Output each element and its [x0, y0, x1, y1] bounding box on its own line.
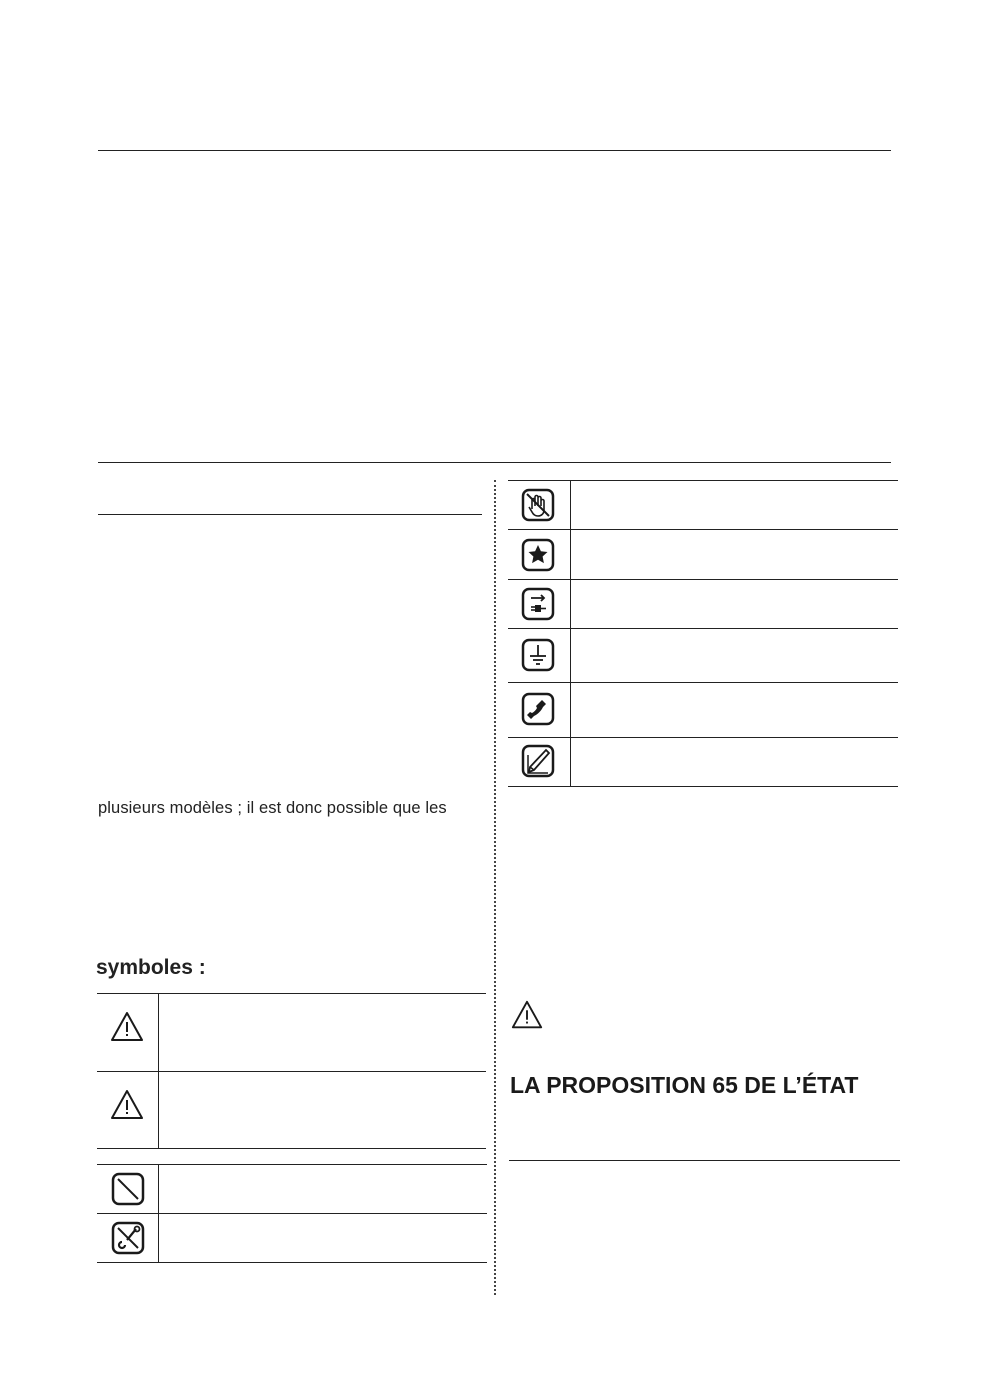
table-rule: [97, 1262, 487, 1263]
do-not-disassemble-icon: [110, 1220, 146, 1256]
table-column-rule: [158, 993, 159, 1148]
unplug-icon: [520, 586, 556, 622]
table-rule: [508, 628, 898, 629]
important-star-icon: [520, 537, 556, 573]
note-pen-icon: [520, 743, 556, 779]
table-rule: [97, 1071, 486, 1072]
warning-triangle-icon: [109, 1087, 145, 1123]
section-rule: [98, 462, 891, 463]
table-rule: [97, 1213, 487, 1214]
do-not-touch-hand-icon: [520, 487, 556, 523]
left-heading-rule: [98, 514, 482, 515]
table-rule: [508, 579, 898, 580]
prohibited-icon: [110, 1171, 146, 1207]
body-text-line: plusieurs modèles ; il est donc possible que les: [98, 799, 447, 817]
column-divider: [494, 480, 496, 1295]
table-rule: [97, 1148, 486, 1149]
warning-triangle-icon: [510, 998, 544, 1032]
top-rule: [98, 150, 891, 151]
table-rule: [97, 993, 486, 994]
phone-service-icon: [520, 691, 556, 727]
right-section-rule: [509, 1160, 900, 1161]
table-rule: [508, 480, 898, 481]
table-rule: [508, 786, 898, 787]
table-rule: [508, 682, 898, 683]
symbols-heading: symboles :: [96, 956, 206, 979]
ground-icon: [520, 637, 556, 673]
table-column-rule: [158, 1164, 159, 1262]
proposition-65-heading: LA PROPOSITION 65 DE L’ÉTAT: [510, 1072, 859, 1098]
table-rule: [508, 529, 898, 530]
table-rule: [97, 1164, 487, 1165]
table-column-rule: [570, 480, 571, 786]
warning-triangle-icon: [109, 1009, 145, 1045]
table-rule: [508, 737, 898, 738]
